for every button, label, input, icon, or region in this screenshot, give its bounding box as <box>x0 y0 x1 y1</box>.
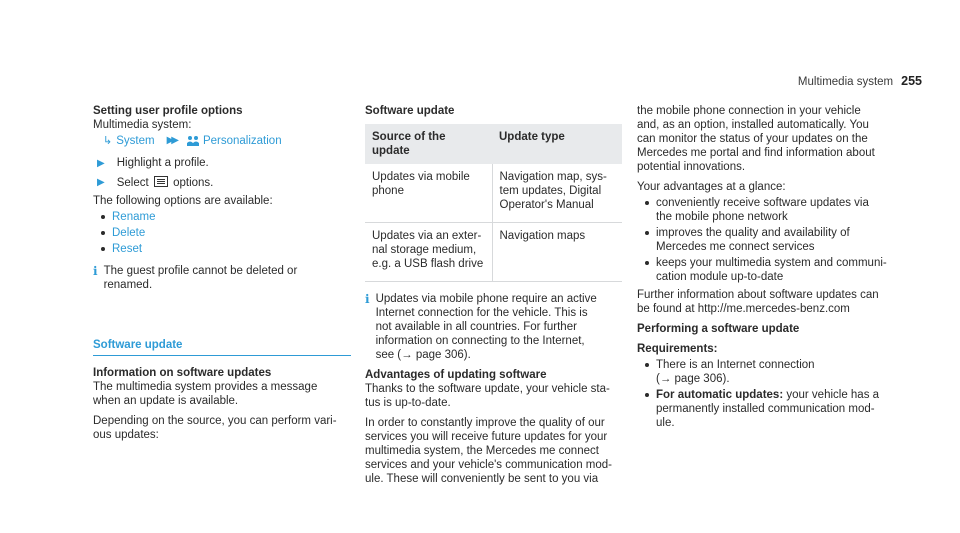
text-line: services you will receive future updates for your <box>365 431 608 443</box>
text-line: the mobile phone connection in your vehicle <box>637 105 861 117</box>
text-line: Mercedes me portal and find information about <box>637 147 875 159</box>
header-type: Update type <box>492 124 622 164</box>
text-line: The multimedia system provides a message <box>93 381 318 393</box>
table-row <box>365 164 622 223</box>
software-update-heading: Software update <box>93 338 351 356</box>
options-list <box>101 210 351 256</box>
depending-paragraph <box>93 414 351 442</box>
text-line: when an update is available. <box>93 395 239 407</box>
table-cell: Navigation map, sys- tem updates, Digital Operator's Manual <box>492 164 622 223</box>
text-line: In order to constantly improve the quality of our <box>365 417 605 429</box>
advantages-paragraph <box>365 382 623 410</box>
note-line: Updates via mobile phone require an active <box>375 293 597 305</box>
mobile-note <box>365 292 623 362</box>
table-cell: Navigation maps <box>492 223 622 282</box>
website-link[interactable]: be found at http://me.mercedes-benz.com <box>637 303 850 315</box>
table-header-row <box>365 124 622 164</box>
text-line: can monitor the status of your updates on the <box>637 133 868 145</box>
step-text: Highlight a profile. <box>116 157 209 169</box>
option-reset[interactable]: Reset <box>101 242 351 256</box>
list-item: conveniently receive software updates via the mobile phone network <box>645 196 899 224</box>
column-left <box>93 104 351 448</box>
settings-heading: Setting user profile options <box>93 105 243 117</box>
info-heading: Information on software updates <box>93 367 272 379</box>
path-personalization-link[interactable]: Personalization <box>202 135 282 147</box>
menu-path <box>103 134 351 148</box>
list-item: There is an Internet connection (→ page 306). <box>645 358 899 386</box>
step-select <box>93 175 351 190</box>
continuation-paragraph <box>637 104 899 174</box>
list-item: improves the quality and availability of Mercedes me connect services <box>645 226 899 254</box>
requirements-list <box>645 358 899 430</box>
step-arrow-icon: ▶ <box>97 177 105 188</box>
order-paragraph <box>365 416 623 486</box>
multimedia-subheading: Multimedia system: <box>93 119 192 131</box>
page-number: 255 <box>901 74 922 88</box>
text-line: tus is up-to-date. <box>365 397 451 409</box>
options-intro: The following options are available: <box>93 195 273 207</box>
path-system-link[interactable]: System <box>116 135 155 147</box>
step-highlight <box>93 156 351 171</box>
option-rename[interactable]: Rename <box>101 210 351 224</box>
text-line: ule. These will conveniently be sent to you via <box>365 473 599 485</box>
note-line: Internet connection for the vehicle. This is <box>375 307 588 319</box>
text-line: potential innovations. <box>637 161 746 173</box>
note-line: information on connecting to the Internet, <box>375 335 585 347</box>
list-item: For automatic updates: your vehicle has a permanently installed communication mod- ule. <box>645 388 899 430</box>
table-cell: Updates via an exter- nal storage medium, e.g. a USB flash drive <box>365 223 492 282</box>
section-title: Multimedia system <box>797 76 894 88</box>
column-middle <box>365 104 623 492</box>
return-arrow-icon: ↳ <box>103 135 113 147</box>
further-info-paragraph <box>637 288 899 316</box>
advantages-heading: Advantages of updating software <box>365 369 547 381</box>
step-text <box>117 175 214 190</box>
performing-heading: Performing a software update <box>637 323 800 335</box>
text-line: multimedia system, the Mercedes me connect <box>365 445 599 457</box>
text-line: Depending on the source, you can perform vari- <box>93 415 337 427</box>
note-line: renamed. <box>103 279 153 291</box>
note-line: The guest profile cannot be deleted or <box>103 265 298 277</box>
info-icon: ℹ <box>365 292 370 306</box>
text-line: Thanks to the software update, your vehicle sta- <box>365 383 610 395</box>
list-item: keeps your multimedia system and communi- cation module up-to-date <box>645 256 899 284</box>
requirements-heading: Requirements: <box>637 343 718 355</box>
text-line: and, as an option, installed automatically. You <box>637 119 869 131</box>
guest-note <box>93 264 351 292</box>
personalization-icon <box>186 135 199 147</box>
info-paragraph <box>93 380 351 408</box>
table-cell: Updates via mobile phone <box>365 164 492 223</box>
note-line: not available in all countries. For further <box>375 321 577 333</box>
option-delete[interactable]: Delete <box>101 226 351 240</box>
software-update-table-heading: Software update <box>365 105 455 117</box>
note-line[interactable]: see (→ page 306). <box>375 349 471 361</box>
info-icon: ℹ <box>93 264 98 278</box>
text-line: ous updates: <box>93 429 159 441</box>
double-chevron-icon: ▶▶ <box>166 135 176 146</box>
step-select-label: Select <box>116 177 149 189</box>
advantages-list <box>645 196 899 284</box>
column-right <box>637 104 899 434</box>
text-line: Further information about software updates can <box>637 289 879 301</box>
advantages-intro: Your advantages at a glance: <box>637 181 786 193</box>
step-options-label: options. <box>173 177 214 189</box>
step-arrow-icon: ▶ <box>97 158 105 169</box>
text-line: services and your vehicle's communication mod- <box>365 459 612 471</box>
running-header <box>798 74 922 89</box>
update-table <box>365 124 622 282</box>
menu-options-icon <box>154 176 168 187</box>
header-source: Source of the update <box>365 124 492 164</box>
table-row <box>365 223 622 282</box>
